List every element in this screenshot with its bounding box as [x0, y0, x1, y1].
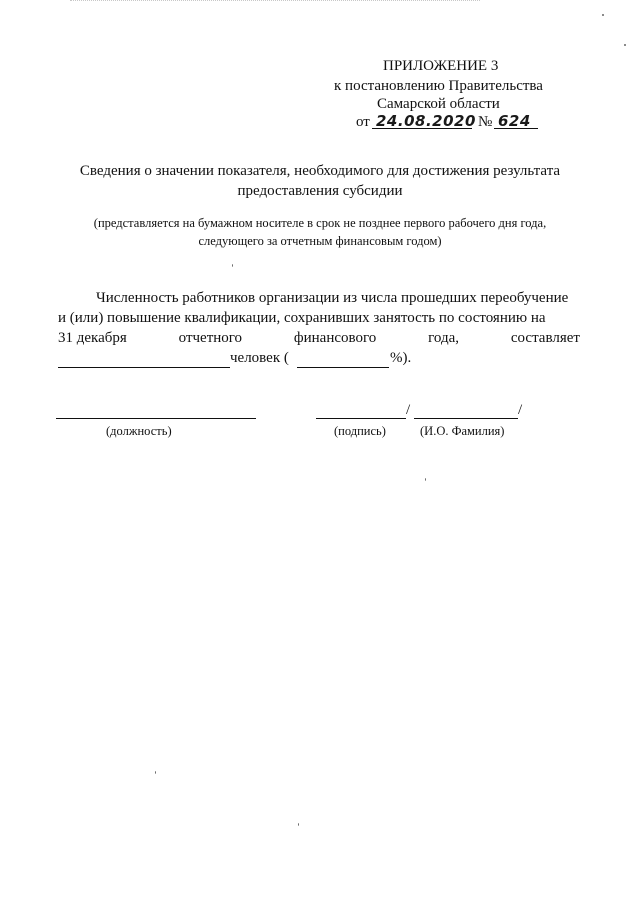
position-line[interactable]	[56, 418, 256, 419]
body-word: 31 декабря	[58, 330, 127, 346]
name-label: (И.О. Фамилия)	[420, 424, 505, 438]
slash-separator-end: /	[518, 402, 523, 418]
body-word: составляет	[510, 330, 580, 346]
people-count-blank[interactable]	[58, 367, 230, 368]
slash-separator: /	[406, 402, 411, 418]
handwritten-number: 624	[494, 114, 538, 129]
date-prefix: от	[356, 114, 370, 130]
percent-label: %).	[390, 350, 412, 366]
region-line: Самарской области	[377, 96, 500, 112]
scan-edge-artifact	[70, 0, 480, 3]
document-title: Сведения о значении показателя, необходимого для достижения результата	[79, 163, 561, 179]
position-label: (должность)	[106, 424, 172, 438]
resolution-line: к постановлению Правительства	[334, 78, 543, 94]
scan-speck	[425, 478, 426, 481]
scan-speck	[624, 44, 626, 46]
people-label: человек (	[230, 350, 289, 366]
scan-speck	[232, 264, 233, 267]
signature-line[interactable]	[316, 418, 406, 419]
scan-speck	[155, 771, 156, 774]
document-title-line2: предоставления субсидии	[237, 183, 403, 199]
body-word: финансового	[293, 330, 377, 346]
scan-speck	[298, 823, 299, 826]
submission-note: (представляется на бумажном носителе в срок не позднее первого рабочего дня года,	[93, 216, 547, 230]
handwritten-date: 24.08.2020	[372, 114, 472, 129]
scan-speck	[602, 14, 604, 16]
appendix-heading: ПРИЛОЖЕНИЕ 3	[383, 58, 499, 74]
name-line[interactable]	[414, 418, 518, 419]
body-line-1: Численность работников организации из числа прошедших переобучение	[96, 290, 569, 306]
percent-blank[interactable]	[297, 367, 389, 368]
body-word: года,	[428, 330, 460, 346]
signature-label: (подпись)	[334, 424, 386, 438]
submission-note-line2: следующего за отчетным финансовым годом)	[198, 234, 442, 248]
body-word: отчетного	[178, 330, 243, 346]
body-line-2: и (или) повышение квалификации, сохранивших занятость по состоянию на	[58, 310, 546, 326]
number-sign: №	[478, 114, 493, 130]
body-line-3	[58, 330, 580, 347]
